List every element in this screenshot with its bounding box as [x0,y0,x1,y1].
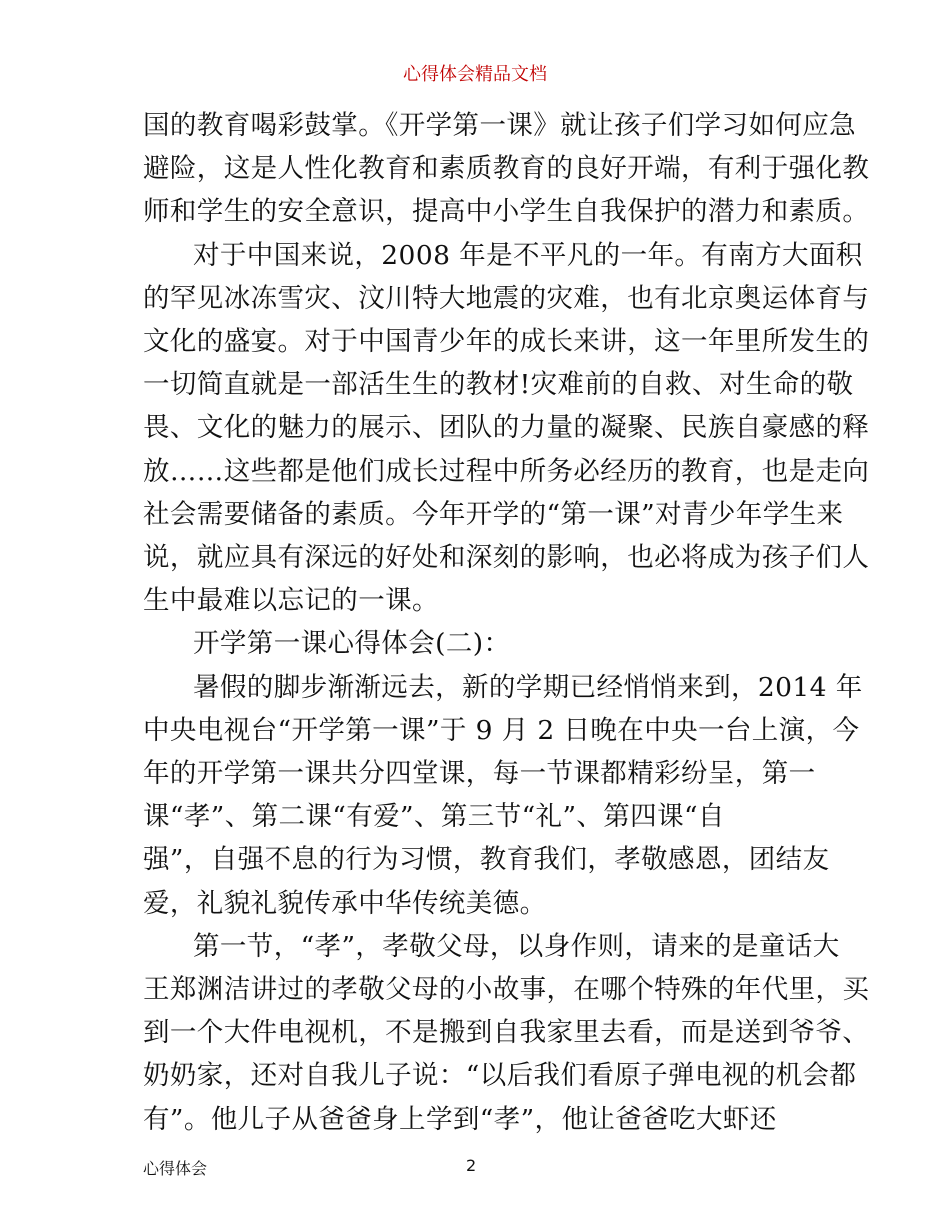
text-line: 有”。他儿子从爸爸身上学到“孝”，他让爸爸吃大虾还 [143,1103,777,1135]
text-line: 师和学生的安全意识，提高中小学生自我保护的潜力和素质。 [143,196,870,228]
text-line: 开学第一课心得体会(二)： [193,628,511,660]
text-line: 说，就应具有深远的好处和深刻的影响，也必将成为孩子们人 [143,542,870,574]
section-heading [143,622,813,665]
text-line: 对于中国来说，2008 年是不平凡的一年。有南方大面积 [193,239,863,271]
text-line: 强”，自强不息的行为习惯，教育我们，孝敬感恩，团结友 [143,844,830,876]
paragraph [143,104,870,234]
paragraph [143,666,863,925]
text-line: 一切简直就是一部活生生的教材!灾难前的自救、对生命的敬 [143,369,854,401]
text-line: 避险，这是人性化教育和素质教育的良好开端，有利于强化教 [143,153,870,185]
text-line: 年的开学第一课共分四堂课，每一节课都精彩纷呈，第一 [143,758,816,790]
paragraph [143,234,870,623]
text-line: 的罕见冰冻雪灾、汶川特大地震的灾难，也有北京奥运体育与 [143,282,870,314]
page-number: 2 [466,1156,477,1175]
document-body [143,104,870,1141]
text-line: 国的教育喝彩鼓掌。《开学第一课》就让孩子们学习如何应急 [143,110,857,141]
paragraph [143,925,870,1141]
text-line: 生中最难以忘记的一课。 [143,585,439,617]
text-line: 王郑渊洁讲过的孝敬父母的小故事，在哪个特殊的年代里，买 [143,974,870,1006]
text-line: 第一节，“孝”，孝敬父母，以身作则，请来的是童话大 [193,930,840,962]
text-line: 课“孝”、第二课“有爱”、第三节“礼”、第四课“自 [143,801,725,833]
text-line: 暑假的脚步渐渐远去，新的学期已经悄悄来到，2014 年 [193,671,863,703]
text-line: 社会需要储备的素质。今年开学的“第一课”对青少年学生来 [143,498,844,530]
footer-label: 心得体会 [143,1159,208,1178]
text-line: 中央电视台“开学第一课”于 9 月 2 日晚在中央一台上演，今 [143,714,860,746]
text-line: 放……这些都是他们成长过程中所务必经历的教育，也是走向 [143,455,870,487]
text-line: 爱，礼貌礼貌传承中华传统美德。 [143,887,547,919]
text-line: 到一个大件电视机，不是搬到自我家里去看，而是送到爷爷、 [143,1017,870,1049]
text-line: 奶奶家，还对自我儿子说：“以后我们看原子弹电视的机会都 [143,1060,857,1092]
text-line: 畏、文化的魅力的展示、团队的力量的凝聚、民族自豪感的释 [143,412,870,444]
text-line: 文化的盛宴。对于中国青少年的成长来讲，这一年里所发生的 [143,326,870,358]
document-header-title: 心得体会精品文档 [403,64,547,85]
